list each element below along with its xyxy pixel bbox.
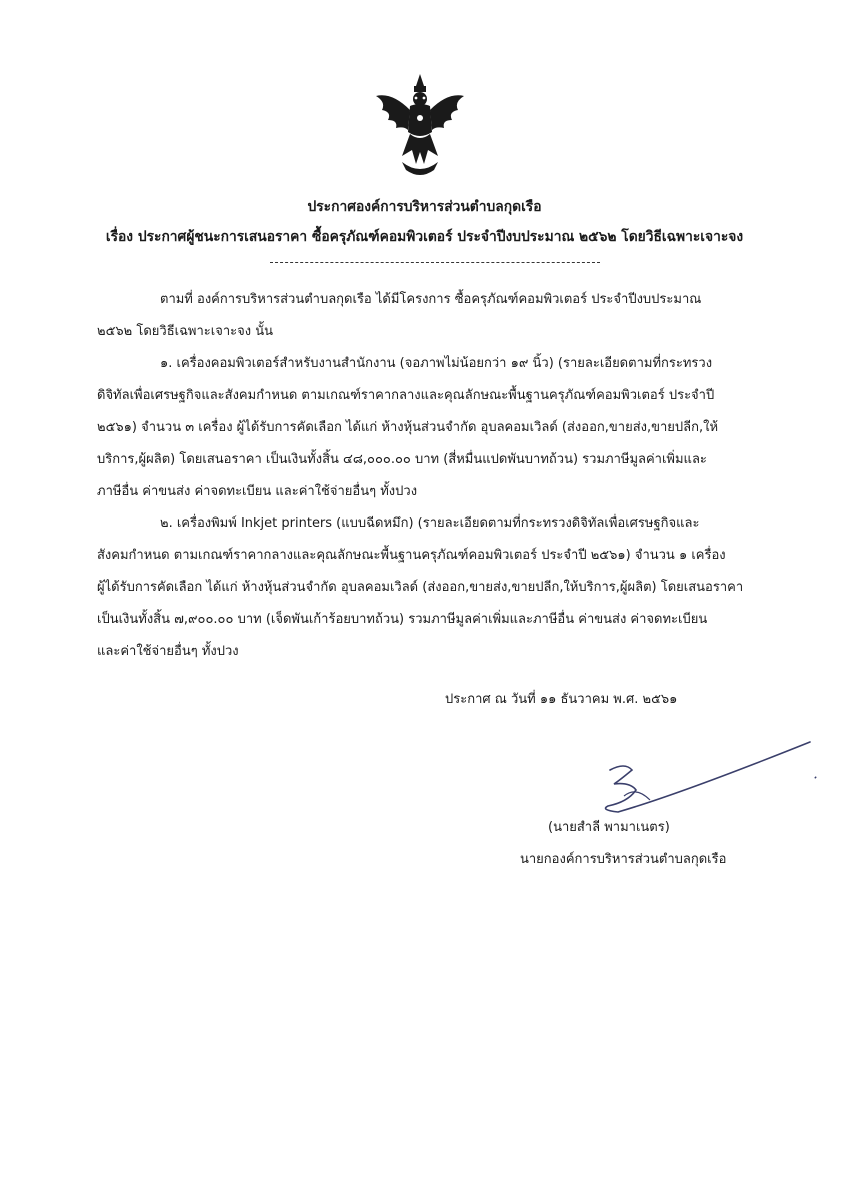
item2-line-4: เป็นเงินทั้งสิ้น ๗,๙๐๐.๐๐ บาท (เจ็ดพันเก้าร้อยบาทถ้วน) รวมภาษีมูลค่าเพิ่มและภาษีอื่น ค่าขนส่ง ค่าจดทะเบียน [97, 612, 708, 627]
item1-line-5: ภาษีอื่น ค่าขนส่ง ค่าจดทะเบียน และค่าใช้จ่ายอื่นๆ ทั้งปวง [97, 484, 418, 499]
announce-date: ประกาศ ณ วันที่ ๑๑ ธันวาคม พ.ศ. ๒๕๖๑ [445, 692, 678, 707]
item1-line-2: ดิจิทัลเพื่อเศรษฐกิจและสังคมกำหนด ตามเกณฑ์ราคากลางและคุณลักษณะพื้นฐานครุภัณฑ์คอมพิวเตอร์ ประจำปี [97, 388, 715, 403]
item2-line-3: ผู้ได้รับการคัดเลือก ได้แก่ ห้างหุ้นส่วนจำกัด อุบลคอมเวิลด์ (ส่งออก,ขายส่ง,ขายปลีก,ให้บริการ,ผู้ผลิต) โดยเสนอราคา [97, 580, 744, 595]
item1-line-1: ๑. เครื่องคอมพิวเตอร์สำหรับงานสำนักงาน (จอภาพไม่น้อยกว่า ๑๙ นิ้ว) (รายละเอียดตามที่กระทรวง [160, 356, 713, 371]
document-subject: เรื่อง ประกาศผู้ชนะการเสนอราคา ซื้อครุภัณฑ์คอมพิวเตอร์ ประจำปีงบประมาณ ๒๕๖๒ โดยวิธีเฉพาะเจาะจง [105, 229, 744, 245]
item1-line-3: ๒๕๖๑) จำนวน ๓ เครื่อง ผู้ได้รับการคัดเลือก ได้แก่ ห้างหุ้นส่วนจำกัด อุบลคอมเวิลด์ (ส่งออก,ขายส่ง,ขายปลีก,ให้ [97, 420, 719, 435]
item2-line-1: ๒. เครื่องพิมพ์ Inkjet printers (แบบฉีดหมึก) (รายละเอียดตามที่กระทรวงดิจิทัลเพื่อเศรษฐกิจและ [160, 516, 700, 531]
item2-line-2: สังคมกำหนด ตามเกณฑ์ราคากลางและคุณลักษณะพื้นฐานครุภัณฑ์คอมพิวเตอร์ ประจำปี ๒๕๖๑) จำนวน ๑ เครื่อง [97, 548, 726, 563]
intro-line-1: ตามที่ องค์การบริหารส่วนตำบลกุดเรือ ได้มีโครงการ ซื้อครุภัณฑ์คอมพิวเตอร์ ประจำปีงบประมาณ [160, 292, 702, 307]
intro-line-2: ๒๕๖๒ โดยวิธีเฉพาะเจาะจง นั้น [97, 324, 274, 339]
signer-name: (นายสำลี พามาเนตร) [548, 820, 670, 835]
header-divider [270, 262, 600, 263]
item1-line-4: บริการ,ผู้ผลิต) โดยเสนอราคา เป็นเงินทั้งสิ้น ๔๘,๐๐๐.๐๐ บาท (สี่หมื่นแปดพันบาทถ้วน) รวมภาษีมูลค่าเพิ่มและ [97, 452, 707, 467]
signature-icon [540, 740, 830, 830]
document-title: ประกาศองค์การบริหารส่วนตำบลกุดเรือ [307, 199, 542, 215]
garuda-emblem-icon [372, 72, 468, 182]
item2-line-5: และค่าใช้จ่ายอื่นๆ ทั้งปวง [97, 644, 239, 659]
signer-position: นายกองค์การบริหารส่วนตำบลกุดเรือ [520, 852, 727, 867]
